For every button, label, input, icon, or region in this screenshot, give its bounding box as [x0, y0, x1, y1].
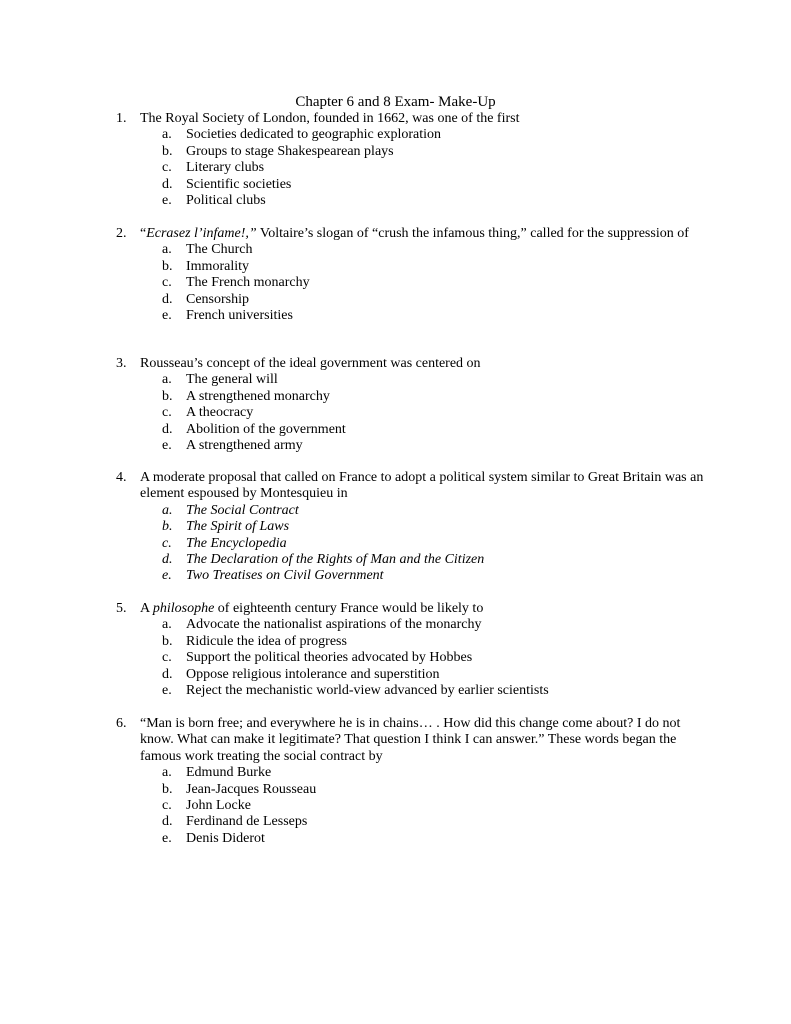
option-text: Groups to stage Shakespearean plays [186, 143, 394, 159]
answer-option-a [116, 503, 706, 519]
answer-option-d [116, 552, 706, 568]
option-text: A strengthened monarchy [186, 388, 330, 404]
question-number: 3. [116, 356, 127, 371]
option-text: Denis Diderot [186, 830, 265, 846]
option-text: The Encyclopedia [186, 535, 287, 551]
option-text: Advocate the nationalist aspirations of the monarchy [186, 617, 482, 633]
question-2 [116, 226, 706, 324]
question-italic-text: Ecrasez l’infame!,” [146, 226, 257, 241]
question-number: 6. [116, 716, 127, 731]
option-letter: b. [162, 633, 173, 649]
option-letter: e. [162, 308, 172, 324]
answer-option-c [116, 650, 706, 666]
option-text: Oppose religious intolerance and superstition [186, 666, 440, 682]
option-letter: d. [162, 291, 173, 307]
answer-option-d [116, 667, 706, 683]
answer-option-a [116, 127, 706, 143]
question-text-rest: of eighteenth century France would be likely to [214, 601, 484, 616]
answer-option-c [116, 405, 706, 421]
option-letter: b. [162, 258, 173, 274]
answer-option-d [116, 814, 706, 830]
option-text: Political clubs [186, 193, 266, 209]
question-text: “Man is born free; and everywhere he is in chains… . How did this change come about? I do not know. What can make it legitimate? That question I think I can answer.” These words began the famous work treating the social contract by [140, 716, 681, 764]
question-1 [116, 111, 706, 209]
option-text: John Locke [186, 798, 251, 814]
answer-option-a [116, 242, 706, 258]
option-text: Immorality [186, 258, 249, 274]
answer-option-d [116, 292, 706, 308]
question-text [140, 226, 706, 242]
answer-option-e [116, 831, 706, 847]
answer-option-c [116, 160, 706, 176]
option-letter: c. [162, 535, 172, 551]
option-text: Two Treatises on Civil Government [186, 568, 384, 584]
option-text: The Church [186, 242, 253, 258]
answer-options [116, 242, 706, 324]
option-text: Censorship [186, 291, 249, 307]
answer-options [116, 617, 706, 699]
answer-option-b [116, 634, 706, 650]
option-text: French universities [186, 308, 293, 324]
answer-option-a [116, 617, 706, 633]
option-letter: e. [162, 830, 172, 846]
option-text: Jean-Jacques Rousseau [186, 781, 317, 797]
option-letter: b. [162, 143, 173, 159]
option-letter: e. [162, 438, 172, 454]
option-letter: e. [162, 193, 172, 209]
question-number: 4. [116, 470, 127, 485]
option-letter: b. [162, 388, 173, 404]
option-letter: e. [162, 683, 172, 699]
option-letter: c. [162, 650, 172, 666]
option-letter: a. [162, 242, 172, 258]
question-text [140, 601, 706, 617]
option-text: The Declaration of the Rights of Man and the Citizen [186, 552, 485, 568]
option-letter: a. [162, 765, 172, 781]
option-letter: c. [162, 405, 172, 421]
question-text-before: A [140, 601, 153, 616]
answer-option-e [116, 438, 706, 454]
answer-options [116, 503, 706, 585]
option-text: The French monarchy [186, 275, 310, 291]
option-letter: c. [162, 798, 172, 814]
answer-options [116, 765, 706, 847]
option-text: Ferdinand de Lesseps [186, 814, 308, 830]
question-number: 2. [116, 226, 127, 241]
option-letter: a. [162, 502, 173, 518]
answer-option-d [116, 177, 706, 193]
answer-option-e [116, 568, 706, 584]
option-text: The Social Contract [186, 502, 299, 518]
answer-option-b [116, 782, 706, 798]
option-text: Ridicule the idea of progress [186, 633, 347, 649]
option-letter: d. [162, 552, 173, 568]
question-text: Rousseau’s concept of the ideal government was centered on [140, 356, 481, 371]
option-letter: c. [162, 160, 172, 176]
open-quote: “ [140, 226, 147, 241]
question-6 [116, 716, 706, 847]
question-number: 5. [116, 601, 127, 616]
option-text: Edmund Burke [186, 765, 272, 781]
answer-option-a [116, 372, 706, 388]
option-letter: a. [162, 372, 172, 388]
answer-options [116, 372, 706, 454]
question-text: The Royal Society of London, founded in 1662, was one of the first [140, 111, 520, 126]
answer-option-e [116, 308, 706, 324]
answer-option-d [116, 422, 706, 438]
question-3 [116, 356, 706, 454]
option-text: Support the political theories advocated by Hobbes [186, 650, 473, 666]
option-letter: d. [162, 666, 173, 682]
option-text: Societies dedicated to geographic exploration [186, 127, 442, 143]
question-5 [116, 601, 706, 699]
option-letter: a. [162, 617, 172, 633]
option-text: Reject the mechanistic world-view advanced by earlier scientists [186, 683, 549, 699]
answer-option-b [116, 144, 706, 160]
option-letter: d. [162, 814, 173, 830]
answer-option-e [116, 193, 706, 209]
option-text: A theocracy [186, 405, 254, 421]
option-text: The Spirit of Laws [186, 519, 290, 535]
option-text: A strengthened army [186, 438, 303, 454]
answer-option-b [116, 259, 706, 275]
option-text: The general will [186, 372, 278, 388]
option-letter: a. [162, 127, 172, 143]
answer-option-c [116, 536, 706, 552]
answer-option-c [116, 798, 706, 814]
answer-option-b [116, 389, 706, 405]
question-italic-text: philosophe [152, 601, 215, 616]
option-letter: d. [162, 421, 173, 437]
option-letter: c. [162, 275, 172, 291]
option-text: Abolition of the government [186, 421, 346, 437]
option-letter: b. [162, 519, 173, 535]
answer-option-c [116, 275, 706, 291]
answer-option-b [116, 519, 706, 535]
option-letter: e. [162, 568, 172, 584]
answer-option-a [116, 765, 706, 781]
question-text: A moderate proposal that called on France to adopt a political system similar to Great Britain was an element espoused by Montesquieu in [140, 470, 704, 502]
option-letter: d. [162, 176, 173, 192]
question-text-rest: Voltaire’s slogan of “crush the infamous thing,” called for the suppression of [256, 226, 689, 241]
page-title: Chapter 6 and 8 Exam- Make-Up [295, 94, 496, 110]
question-4 [116, 470, 706, 585]
answer-option-e [116, 683, 706, 699]
option-text: Literary clubs [186, 160, 265, 176]
question-number: 1. [116, 111, 127, 126]
option-letter: b. [162, 781, 173, 797]
answer-options [116, 127, 706, 209]
option-text: Scientific societies [186, 176, 292, 192]
